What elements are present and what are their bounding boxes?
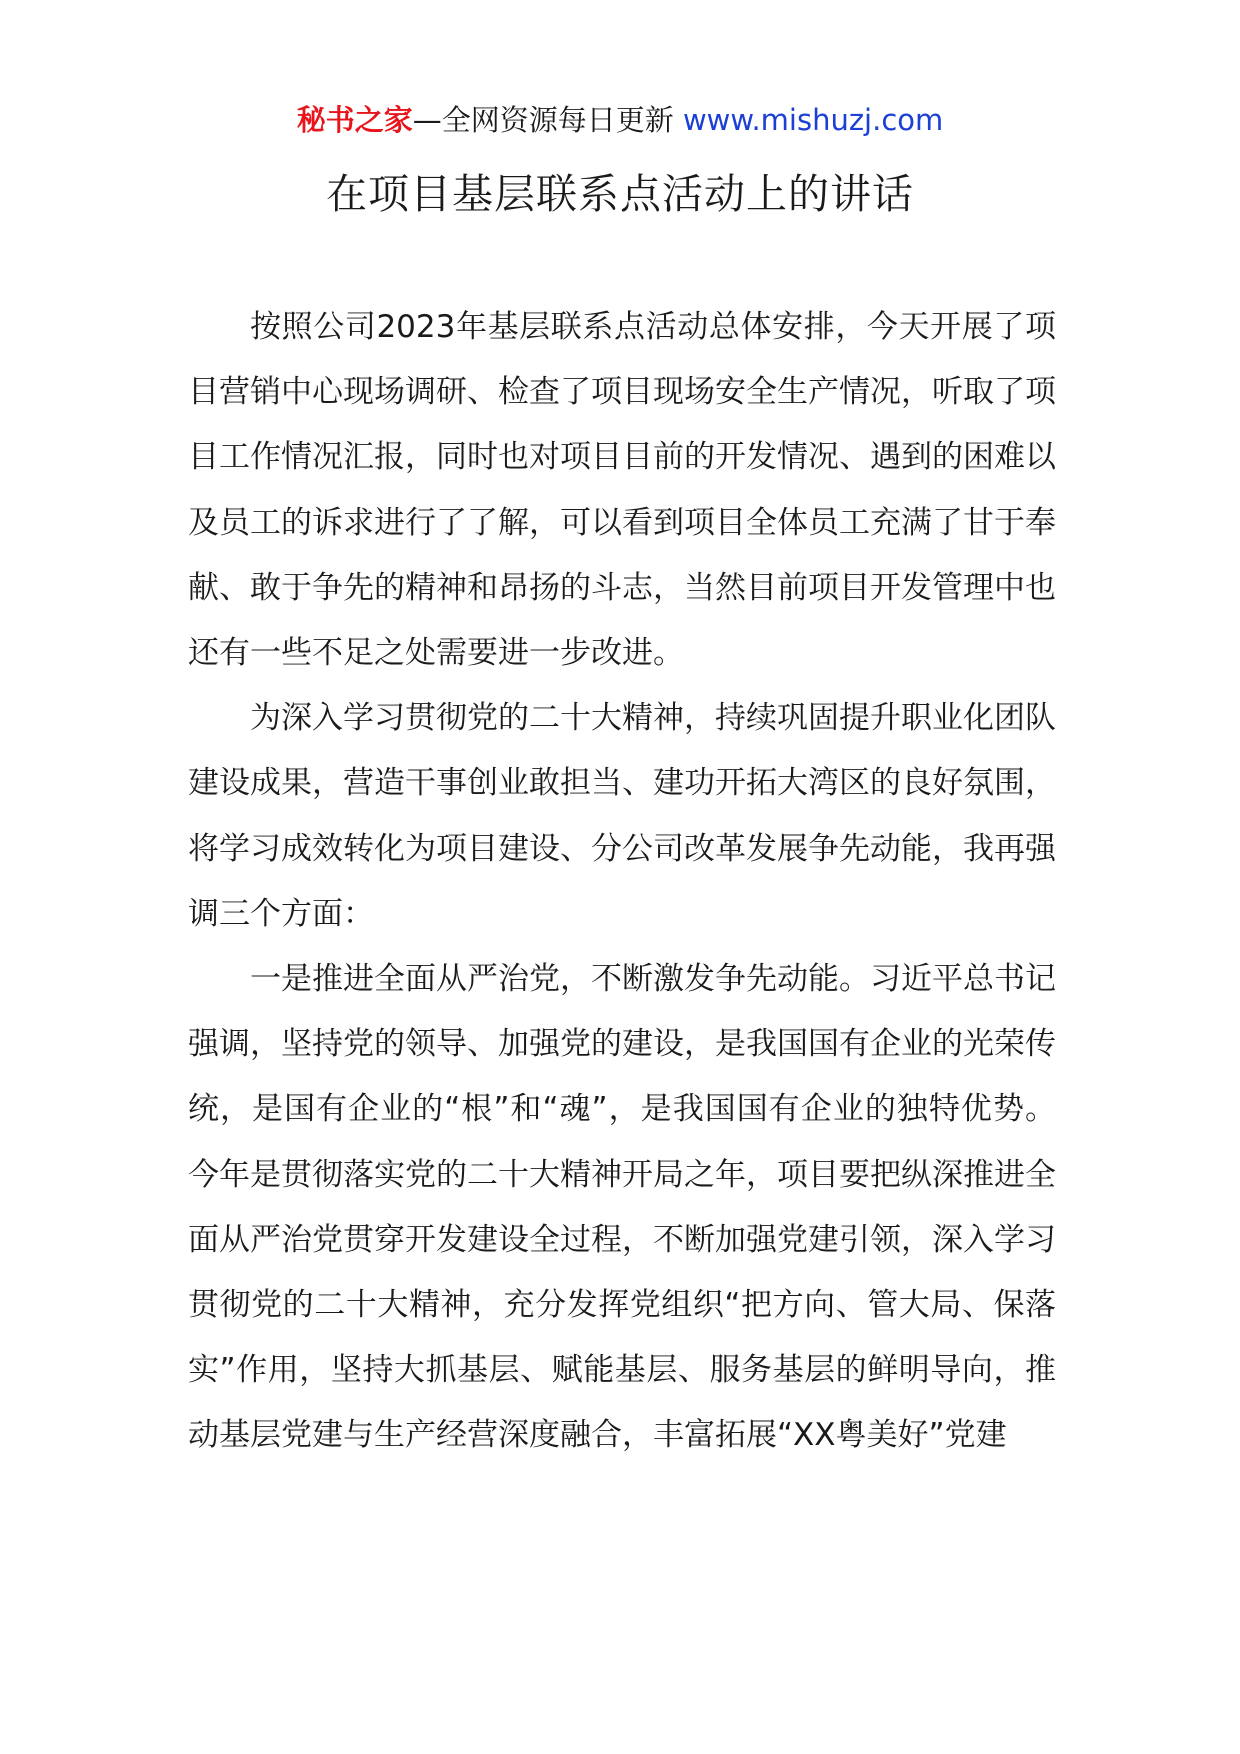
site-brand: 秘书之家: [296, 103, 413, 137]
paragraph: 按照公司2023年基层联系点活动总体安排，今天开展了项目营销中心现场调研、检查了项目现场安全生产情况，听取了项目工作情况汇报，同时也对项目目前的开发情况、遇到的困难以及员工的诉求进行了了解，可以看到项目全体员工充满了甘于奉献、敢于争先的精神和昂扬的斗志，当然目前项目开发管理中也还有一些不足之处需要进一步改进。: [188, 309, 1056, 672]
site-slogan: —全网资源每日更新: [412, 103, 674, 137]
document-body: [188, 295, 1056, 1469]
paragraph: 一是推进全面从严治党，不断激发争先动能。习近平总书记强调，坚持党的领导、加强党的建设，是我国国有企业的光荣传统，是国有企业的“根”和“魂”，是我国国有企业的独特优势。今年是贯彻落实党的二十大精神开局之年，项目要把纵深推进全面从严治党贯穿开发建设全过程，不断加强党建引领，深入学习贯彻党的二十大精神，充分发挥党组织“把方向、管大局、保落实”作用，坚持大抓基层、赋能基层、服务基层的鲜明导向，推动基层党建与生产经营深度融合，丰富拓展“XX粤美好”党建: [188, 961, 1056, 1454]
site-header: [0, 100, 1240, 140]
paragraph: 为深入学习贯彻党的二十大精神，持续巩固提升职业化团队建设成果，营造干事创业敢担当、建功开拓大湾区的良好氛围，将学习成效转化为项目建设、分公司改革发展争先动能，我再强调三个方面：: [188, 700, 1056, 932]
site-url-link[interactable]: www.mishuzj.com: [682, 103, 944, 137]
document-title: 在项目基层联系点活动上的讲话: [326, 170, 914, 218]
